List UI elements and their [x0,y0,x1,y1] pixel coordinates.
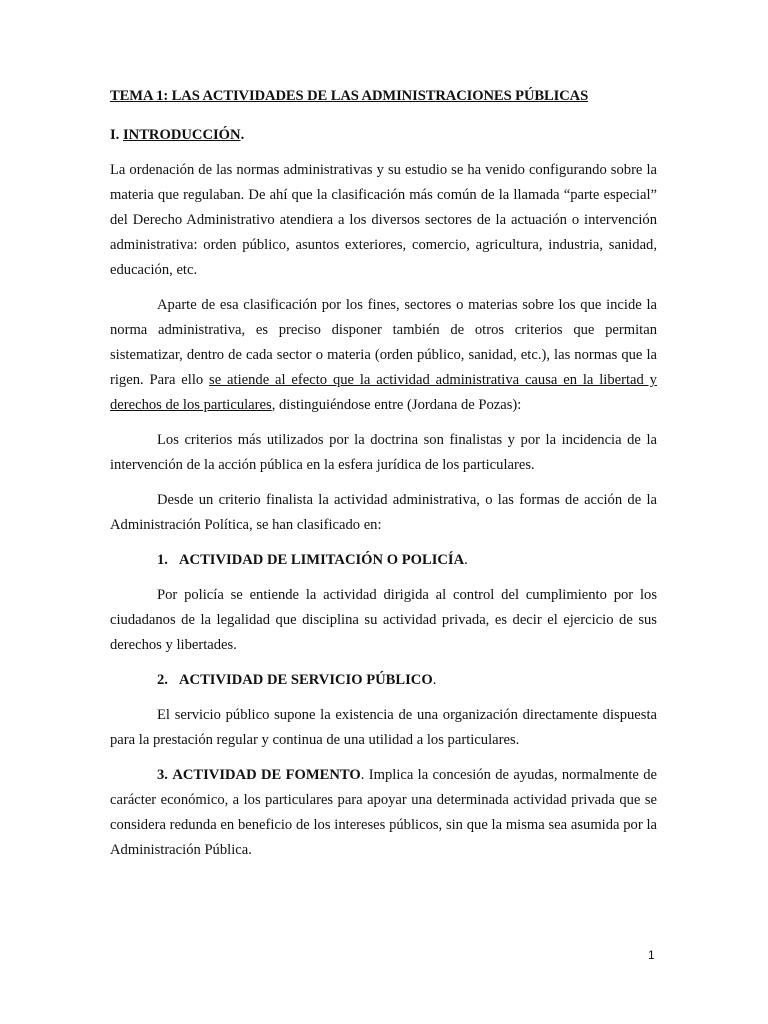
paragraph-criteria-before: Aparte de esa clasificación por los fines, sectores o materias sobre los que incide la norma administrativa, es preciso disponer también de otros criterios que permitan sistematizar, dentro de cada sector o materia (orden público, sanidad, etc.), las normas que la rigen. Para ello [110,297,657,388]
paragraph-finalist: Desde un criterio finalista la actividad administrativa, o las formas de acción de la Administración Política, se han clasificado en: [110,492,657,533]
paragraph-intro: La ordenación de las normas administrativas y su estudio se ha venido configurando sobre la materia que regulaban. De ahí que la clasificación más común de la llamada “parte especial” del Derecho Administrativo atendiera a los diversos sectores de la actuación o intervención administrativa: orden público, asuntos exteriores, comercio, agricultura, industria, sanidad, educación, etc. [110,162,657,278]
section-number: 1. [157,552,168,568]
section-3-paragraph [110,763,657,863]
paragraph-criteria-after: , distinguiéndose entre (Jordana de Pozas): [271,397,522,413]
document-page [110,84,657,873]
section-title: ACTIVIDAD DE FOMENTO [172,767,361,783]
section-title: ACTIVIDAD DE SERVICIO PÚBLICO [179,672,433,688]
section-number: 2. [157,672,168,688]
section-body-3: Implica la concesión de ayudas, normalmente de carácter económico, a los particulares para apoyar una determinada actividad privada que se considera redunda en beneficio de los intereses públicos, sin que la misma sea asumida por la Administración Pública. [110,767,657,858]
intro-trail: . [240,127,245,143]
section-body-2: El servicio público supone la existencia de una organización directamente dispuesta para la prestación regular y continua de una utilidad a los particulares. [110,707,657,748]
section-heading-2 [110,668,657,693]
intro-label: INTRODUCCIÓN [122,127,241,143]
paragraph-criteria-underlined: se atiende al efecto que la actividad administrativa causa en la libertad y derechos de los particulares [110,372,657,413]
section-trail: . [360,767,365,783]
document-title: TEMA 1: LAS ACTIVIDADES DE LAS ADMINISTRACIONES PÚBLICAS [110,88,589,104]
section-title: ACTIVIDAD DE LIMITACIÓN O POLICÍA [179,552,465,568]
page-number: 1 [648,948,655,962]
section-heading-1 [110,548,657,573]
section-trail: . [464,552,468,568]
intro-heading [110,123,657,148]
paragraph-doctrine: Los criterios más utilizados por la doctrina son finalistas y por la incidencia de la intervención de la acción pública en la esfera jurídica de los particulares. [110,432,657,473]
intro-numeral: I. [110,127,123,143]
paragraph-criteria [110,293,657,418]
section-number: 3. [157,767,168,783]
section-body-1: Por policía se entiende la actividad dirigida al control del cumplimiento por los ciudadanos de la legalidad que disciplina su actividad privada, es decir el ejercicio de sus derechos y libertades. [110,587,657,653]
section-trail: . [432,672,437,688]
